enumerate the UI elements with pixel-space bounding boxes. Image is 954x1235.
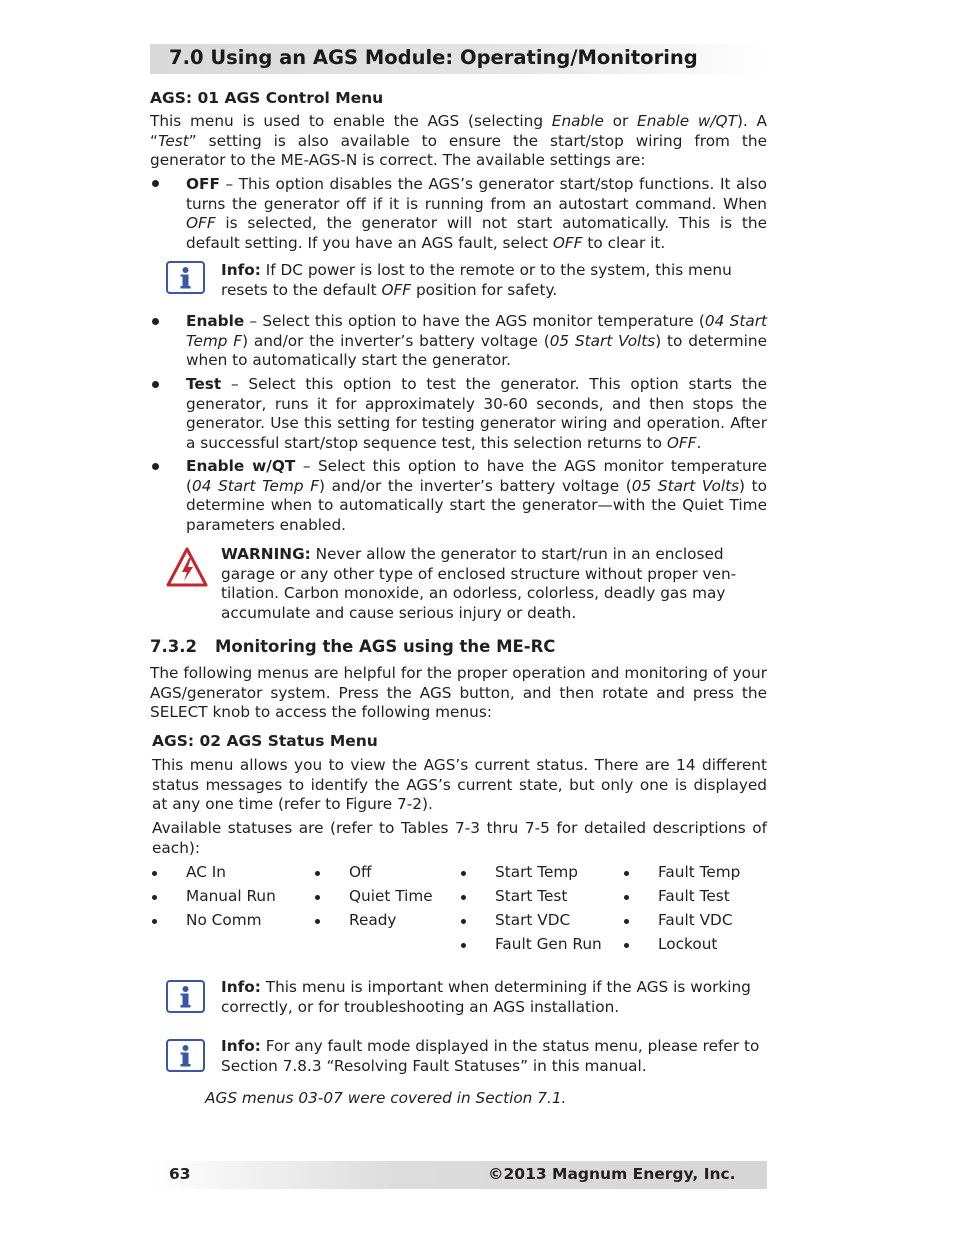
bullet [461, 943, 466, 948]
closing-note: AGS menus 03-07 were covered in Section 7.1. [205, 1089, 567, 1107]
control-menu-heading: AGS: 01 AGS Control Menu [150, 89, 384, 107]
control-menu-intro: This menu is used to enable the AGS (selecting Enable or Enable w/QT). A “Test” setting is also available to ensure the start/stop wiring from the generator to the ME-AGS-N is correct. The available settings are: [150, 112, 767, 169]
status-label: Off [349, 863, 372, 881]
section-heading: 7.3.2 Monitoring the AGS using the ME-RC [150, 637, 556, 656]
bullet [152, 318, 159, 325]
bullet [315, 895, 320, 900]
status-label: No Comm [186, 911, 262, 929]
status-label: AC In [186, 863, 226, 881]
status-label: Start Temp [495, 863, 578, 881]
info-note-dc-power: Info: If DC power is lost to the remote or to the system, this menu resets to the default OFF position for safety. [221, 261, 732, 299]
enable-qt-option-item: Enable w/QT – Select this option to have the AGS monitor temperature (04 Start Temp F) and/or the inverter’s battery voltage (05 Start Volts) to determine when to automatically start the generator—with the Quiet Time parameters enabled. [186, 457, 768, 534]
status-menu-heading: AGS: 02 AGS Status Menu [152, 732, 378, 750]
bullet [152, 180, 159, 187]
status-label: Fault Temp [658, 863, 741, 881]
bullet [461, 919, 466, 924]
bullet [624, 919, 629, 924]
info-icon [166, 1039, 205, 1072]
status-label: Lockout [658, 935, 718, 953]
warning-note: WARNING: Never allow the generator to start/run in an enclosed garage or any other type of enclosed structure without proper ven-tilation. Carbon monoxide, an odorless, colorless, deadly gas may accumulate and cause serious injury or death. [221, 545, 737, 622]
status-menu-description: This menu allows you to view the AGS’s current status. There are 14 different status messages to identify the AGS’s current state, but only one is displayed at any one time (refer to Figure 7-2). [152, 756, 767, 813]
bullet [152, 381, 159, 388]
section-intro: The following menus are helpful for the proper operation and monitoring of your AGS/generator system. Press the AGS button, and then rotate and press the SELECT knob to access the following menus: [150, 664, 767, 721]
test-option-item: Test – Select this option to test the generator. This option starts the generator, runs it for approximately 30-60 seconds, and then stops the generator. Use this setting for testing generator wiring and operation. After a successful start/stop sequence test, this selection returns to OFF. [186, 375, 767, 452]
status-menu-available: Available statuses are (refer to Tables 7-3 thru 7-5 for detailed descriptions of each): [152, 819, 767, 857]
status-label: Quiet Time [349, 887, 433, 905]
enable-option-item: Enable – Select this option to have the AGS monitor temperature (04 Start Temp F) and/or the inverter’s battery voltage (05 Start Volts) to determine when to automatically start the generator. [186, 312, 768, 369]
bullet [315, 919, 320, 924]
status-label: Fault Gen Run [495, 935, 602, 953]
page-title: 7.0 Using an AGS Module: Operating/Monitoring [169, 46, 698, 69]
info-icon [166, 261, 205, 294]
bullet [152, 895, 157, 900]
bullet [152, 463, 159, 470]
bullet [152, 919, 157, 924]
bullet [461, 895, 466, 900]
bullet [315, 871, 320, 876]
bullet [624, 943, 629, 948]
bullet [624, 871, 629, 876]
page-number: 63 [169, 1165, 191, 1183]
bullet [624, 895, 629, 900]
off-option-item: OFF – This option disables the AGS’s generator start/stop functions. It also turns the generator off if it is running from an autostart command. When OFF is selected, the generator will not start automatically. This is the default setting. If you have an AGS fault, select OFF to clear it. [186, 175, 767, 252]
status-label: Fault VDC [658, 911, 733, 929]
status-label: Manual Run [186, 887, 276, 905]
status-label: Start VDC [495, 911, 571, 929]
info-icon [166, 980, 205, 1013]
status-label: Fault Test [658, 887, 730, 905]
status-label: Start Test [495, 887, 568, 905]
bullet [152, 871, 157, 876]
info-note-fault-mode: Info: For any fault mode displayed in the status menu, please refer to Section 7.8.3 “Resolving Fault Statuses” in this manual. [221, 1037, 760, 1075]
copyright: ©2013 Magnum Energy, Inc. [488, 1165, 736, 1183]
bullet [461, 871, 466, 876]
status-label: Ready [349, 911, 397, 929]
warning-shock-icon [166, 547, 208, 587]
info-note-status-importance: Info: This menu is important when determining if the AGS is working correctly, or for troubleshooting an AGS installation. [221, 978, 751, 1016]
